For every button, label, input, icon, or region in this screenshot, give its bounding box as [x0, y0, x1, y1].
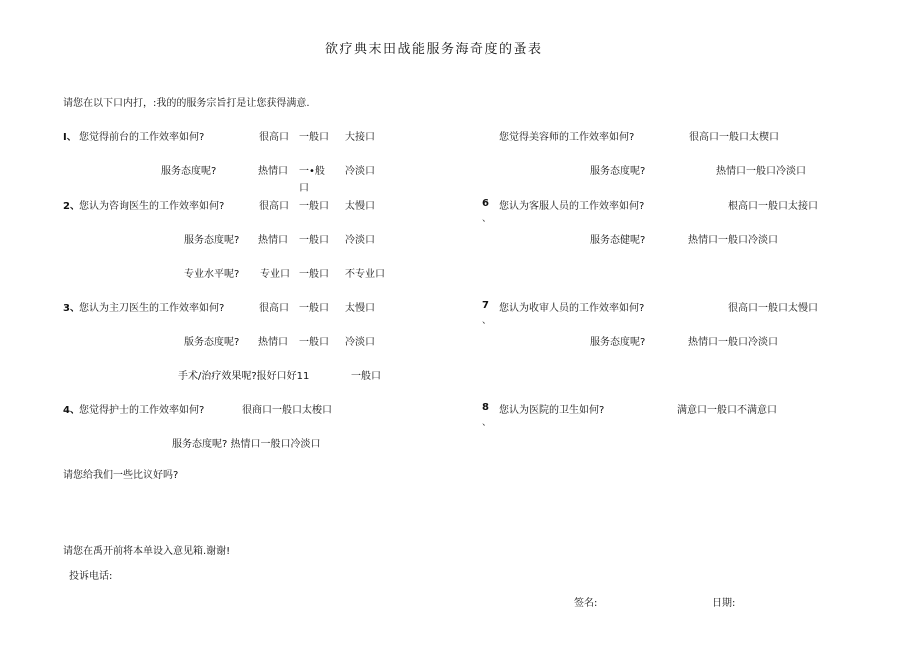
complaint-phone-label: 投诉电话: — [69, 571, 113, 582]
q2-sub1-option-cold[interactable]: 冷淡口 — [345, 235, 375, 246]
q6-question: 您认为客服人员的工作效率如何? — [499, 201, 645, 212]
q2-sub2-option-pro[interactable]: 专业口 — [260, 269, 290, 280]
q6-number-mark: 、 — [482, 214, 492, 224]
q7-number-mark: 、 — [482, 316, 492, 326]
q4-number: 4、 — [63, 405, 80, 416]
q8-question: 您认为医院的卫生如何? — [499, 405, 605, 416]
q3-sub2-question: 手术/治疗效果呢?报好口好11 — [178, 371, 310, 382]
q6-number: 6 — [482, 198, 489, 209]
q7-sub-question: 服务态度呢? — [590, 337, 646, 348]
q5-question: 您觉得美容师的工作效率如何? — [499, 132, 635, 143]
q2-sub2-option-medium[interactable]: 一般口 — [299, 269, 329, 280]
q6-options[interactable]: 根高口一般口太接口 — [728, 201, 818, 212]
q3-question: 您认为主刀医生的工作效率如何? — [79, 303, 225, 314]
q2-question: 您认为咨询医生的工作效率如何? — [79, 201, 225, 212]
q3-sub1-option-medium[interactable]: 一般口 — [299, 337, 329, 348]
q6-sub-options[interactable]: 热情口一般口冷淡口 — [688, 235, 778, 246]
q3-option-high[interactable]: 很高口 — [259, 303, 289, 314]
q8-number: 8 — [482, 402, 489, 413]
q6-sub-question: 服务态健呢? — [590, 235, 646, 246]
intro-text: 请您在以下口内打，:我的的服务宗旨打是让您获得满意. — [63, 98, 310, 109]
q1-sub-question: 服务态度呢? — [161, 166, 217, 177]
signature-label: 签名: — [574, 598, 598, 609]
q1-question: 您觉得前台的工作效率如何? — [79, 132, 205, 143]
q5-sub-question: 服务态度呢? — [590, 166, 646, 177]
q1-sub-option-medium-box[interactable]: 口 — [299, 183, 309, 194]
q1-option-medium[interactable]: 一般口 — [299, 132, 329, 143]
q7-number: 7 — [482, 300, 489, 311]
q3-sub1-option-cold[interactable]: 冷淡口 — [345, 337, 375, 348]
q4-question: 您觉得护士的工作效率如何? — [79, 405, 205, 416]
q2-number: 2、 — [63, 201, 80, 212]
q8-options[interactable]: 满意口一般口不满意口 — [677, 405, 777, 416]
closing-note: 请您在禹开前将本单设入意见箱.谢谢! — [63, 546, 231, 557]
q2-option-high[interactable]: 很高口 — [259, 201, 289, 212]
q5-sub-options[interactable]: 热情口一般口冷淡口 — [716, 166, 806, 177]
q2-sub2-question: 专业水平呢? — [184, 269, 240, 280]
q2-sub1-question: 服务态度呢? — [184, 235, 240, 246]
q1-option-low[interactable]: 大接口 — [345, 132, 375, 143]
q3-option-low[interactable]: 太慢口 — [345, 303, 375, 314]
q1-number: I、 — [63, 132, 77, 143]
q1-sub-option-medium[interactable]: 一•般 — [299, 166, 325, 177]
q1-sub-option-cold[interactable]: 冷淡口 — [345, 166, 375, 177]
q1-option-high[interactable]: 很高口 — [259, 132, 289, 143]
suggestion-prompt: 请您给我们一些比议好吗? — [63, 470, 179, 481]
q7-question: 您认为收审人员的工作效率如何? — [499, 303, 645, 314]
q3-sub1-question: 版务态度呢? — [184, 337, 240, 348]
q1-sub-option-warm[interactable]: 热情口 — [258, 166, 288, 177]
q3-sub2-option-medium[interactable]: 一般口 — [351, 371, 381, 382]
q4-sub-question: 服务态度呢? 热情口一般口冷淡口 — [172, 439, 321, 450]
q5-options[interactable]: 很高口一般口太楔口 — [689, 132, 779, 143]
q3-option-medium[interactable]: 一般口 — [299, 303, 329, 314]
q2-sub1-option-medium[interactable]: 一般口 — [299, 235, 329, 246]
q3-number: 3、 — [63, 303, 80, 314]
page-title: 欲疗典末田战能服务海奇度的蚤表 — [325, 42, 543, 57]
q4-options[interactable]: 很商口一般口太梭口 — [242, 405, 332, 416]
q2-option-low[interactable]: 太慢口 — [345, 201, 375, 212]
q2-sub2-option-nonpro[interactable]: 不专业口 — [345, 269, 385, 280]
q3-sub1-option-warm[interactable]: 热情口 — [258, 337, 288, 348]
q2-sub1-option-warm[interactable]: 热情口 — [258, 235, 288, 246]
q7-sub-options[interactable]: 热情口一般口冷淡口 — [688, 337, 778, 348]
q7-options[interactable]: 很高口一般口太慢口 — [728, 303, 818, 314]
q8-number-mark: 、 — [482, 418, 492, 428]
date-label: 日期: — [712, 598, 736, 609]
q2-option-medium[interactable]: 一般口 — [299, 201, 329, 212]
